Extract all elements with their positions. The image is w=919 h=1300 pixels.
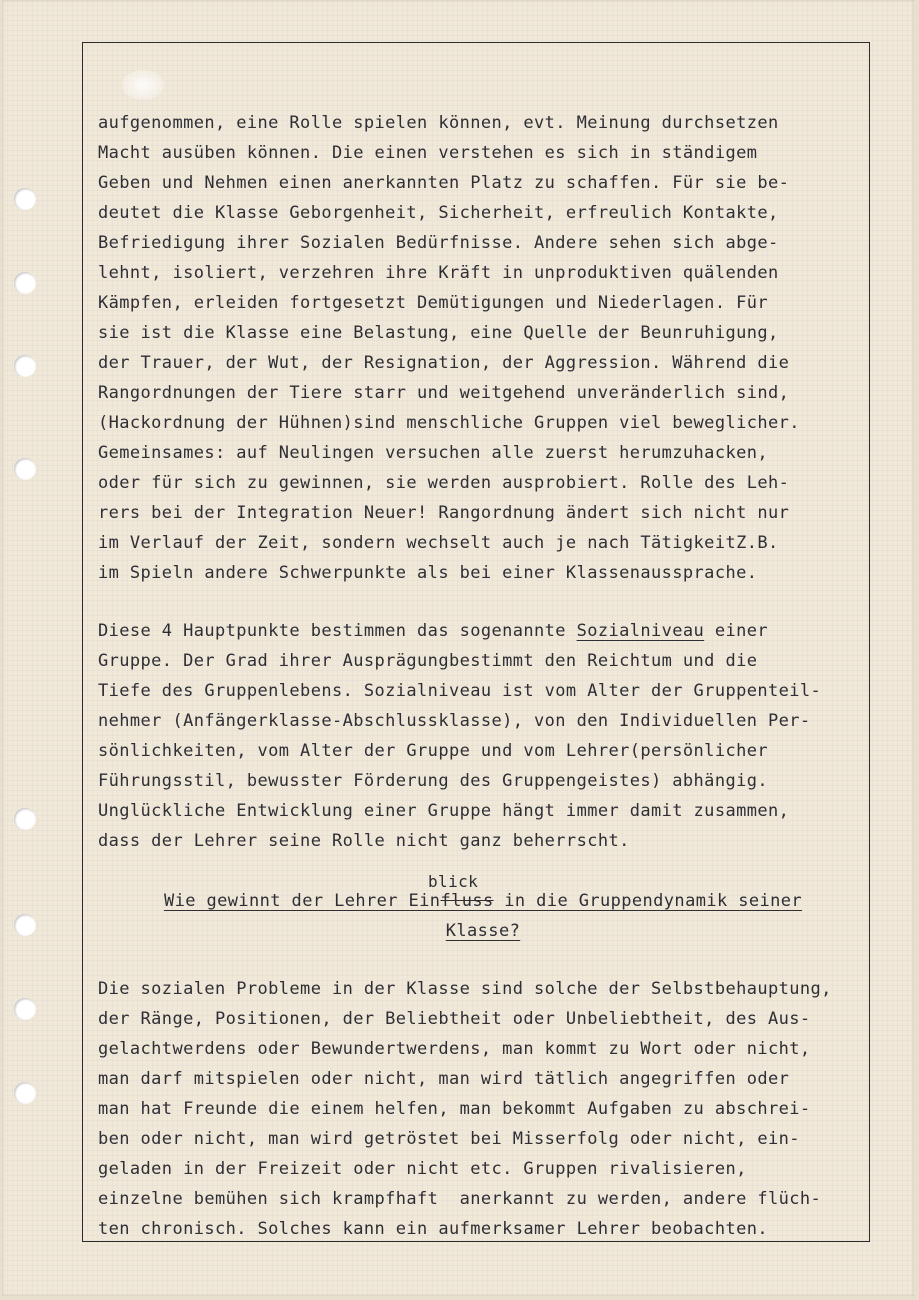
- text-line: sie ist die Klasse eine Belastung, eine Quelle der Beunruhigung,: [98, 323, 779, 343]
- heading-text: in die Gruppendynamik seiner: [493, 891, 803, 911]
- text-line: im Verlauf der Zeit, sondern wechselt auch je nach TätigkeitZ.B.: [98, 533, 779, 553]
- text-span: Diese 4 Hauptpunkte bestimmen das sogenannte: [98, 621, 577, 641]
- punch-hole: [14, 355, 36, 377]
- text-line: Macht ausüben können. Die einen verstehen es sich in ständigem: [98, 143, 758, 163]
- text-line: im Spieln andere Schwerpunkte als bei einer Klassenaussprache.: [98, 563, 758, 583]
- text-line: ten chronisch. Solches kann ein aufmerksamer Lehrer beobachten.: [98, 1219, 768, 1239]
- text-span: einer: [704, 621, 769, 641]
- heading-line-1: [98, 886, 868, 916]
- text-line: sönlichkeiten, vom Alter der Gruppe und vom Lehrer(persönlicher: [98, 741, 768, 761]
- text-line: Kämpfen, erleiden fortgesetzt Demütigungen und Niederlagen. Für: [98, 293, 768, 313]
- paper-smudge: [122, 70, 164, 100]
- text-line: [98, 616, 868, 646]
- text-line: deutet die Klasse Geborgenheit, Sicherheit, erfreulich Kontakte,: [98, 203, 779, 223]
- text-line: Befriedigung ihrer Sozialen Bedürfnisse. Andere sehen sich abge-: [98, 233, 779, 253]
- heading-line-2: Klasse?: [445, 921, 521, 941]
- punch-hole: [14, 914, 36, 936]
- text-line: Führungsstil, bewusster Förderung des Gruppengeistes) abhängig.: [98, 771, 768, 791]
- paragraph-sozialniveau: [98, 616, 868, 856]
- text-line: lehnt, isoliert, verzehren ihre Kräft in unproduktiven quälenden: [98, 263, 779, 283]
- text-line: gelachtwerdens oder Bewundertwerdens, man kommt zu Wort oder nicht,: [98, 1039, 811, 1059]
- punch-hole: [14, 1082, 36, 1104]
- text-line: Unglückliche Entwicklung einer Gruppe hängt immer damit zusammen,: [98, 801, 790, 821]
- text-line: rers bei der Integration Neuer! Rangordnung ändert sich nicht nur: [98, 503, 790, 523]
- text-line: einzelne bemühen sich krampfhaft anerkannt zu werden, andere flüch-: [98, 1189, 822, 1209]
- text-line: oder für sich zu gewinnen, sie werden ausprobiert. Rolle des Leh-: [98, 473, 790, 493]
- section-heading: [98, 872, 868, 946]
- text-line: Tiefe des Gruppenlebens. Sozialniveau ist vom Alter der Gruppenteil-: [98, 681, 822, 701]
- correction-group: [440, 891, 493, 911]
- punch-hole: [14, 998, 36, 1020]
- text-line: der Ränge, Positionen, der Beliebtheit oder Unbeliebtheit, des Aus-: [98, 1009, 811, 1029]
- text-line: Rangordnungen der Tiere starr und weitgehend unveränderlich sind,: [98, 383, 790, 403]
- text-line: geladen in der Freizeit oder nicht etc. Gruppen rivalisieren,: [98, 1159, 747, 1179]
- text-line: Gruppe. Der Grad ihrer Ausprägungbestimmt den Reichtum und die: [98, 651, 758, 671]
- paragraph-soziale-probleme: [98, 974, 868, 1244]
- punch-hole: [14, 458, 36, 480]
- paragraph-rangordnung: [98, 108, 868, 588]
- text-line: man darf mitspielen oder nicht, man wird tätlich angegriffen oder: [98, 1069, 790, 1089]
- inserted-correction: blick: [428, 872, 479, 891]
- text-line: der Trauer, der Wut, der Resignation, der Aggression. Während die: [98, 353, 790, 373]
- text-line: Geben und Nehmen einen anerkannten Platz zu schaffen. Für sie be-: [98, 173, 790, 193]
- punch-hole: [14, 188, 36, 210]
- text-line: dass der Lehrer seine Rolle nicht ganz beherrscht.: [98, 831, 630, 851]
- text-line: ben oder nicht, man wird getröstet bei Misserfolg oder nicht, ein-: [98, 1129, 800, 1149]
- text-line: Die sozialen Probleme in der Klasse sind solche der Selbstbehauptung,: [98, 979, 832, 999]
- text-line: nehmer (Anfängerklasse-Abschlussklasse), von den Individuellen Per-: [98, 711, 811, 731]
- text-line: man hat Freunde die einem helfen, man bekommt Aufgaben zu abschrei-: [98, 1099, 811, 1119]
- punch-hole: [14, 272, 36, 294]
- text-line: aufgenommen, eine Rolle spielen können, evt. Meinung durchsetzen: [98, 113, 779, 133]
- text-line: Gemeinsames: auf Neulingen versuchen alle zuerst herumzuhacken,: [98, 443, 768, 463]
- heading-text: Wie gewinnt der Lehrer Ein: [163, 891, 441, 911]
- struck-word: fluss: [440, 891, 494, 911]
- document-body: [98, 108, 868, 1244]
- punch-hole: [14, 808, 36, 830]
- text-line: (Hackordnung der Hühnen)sind menschliche Gruppen viel beweglicher.: [98, 413, 800, 433]
- underlined-term: Sozialniveau: [576, 621, 705, 641]
